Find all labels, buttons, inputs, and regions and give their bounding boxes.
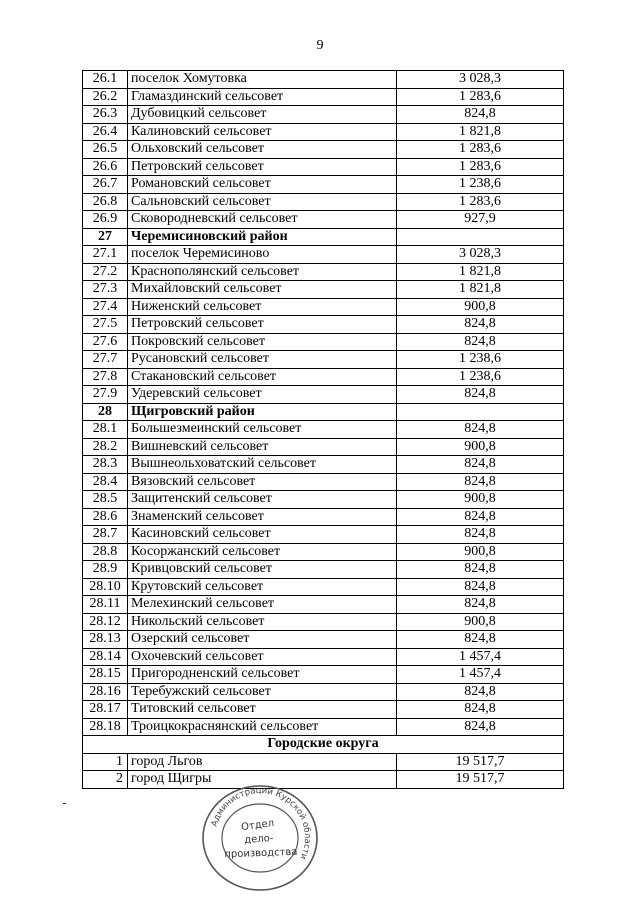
row-number: 28.18 xyxy=(83,718,128,736)
table-row xyxy=(83,176,564,194)
table-row xyxy=(83,683,564,701)
row-name: Вязовский сельсовет xyxy=(128,473,397,491)
official-stamp xyxy=(195,776,325,896)
allocation-table xyxy=(82,70,564,789)
table-row xyxy=(83,666,564,684)
table-row xyxy=(83,211,564,229)
row-value: 824,8 xyxy=(397,508,564,526)
table-row xyxy=(83,596,564,614)
section-header-row xyxy=(83,736,564,754)
row-name: Калиновский сельсовет xyxy=(128,123,397,141)
row-value: 900,8 xyxy=(397,438,564,456)
row-name: Щигровский район xyxy=(128,403,397,421)
row-number: 27.6 xyxy=(83,333,128,351)
row-name: Черемисиновский район xyxy=(128,228,397,246)
row-name: Защитенский сельсовет xyxy=(128,491,397,509)
row-name: Сковородневский сельсовет xyxy=(128,211,397,229)
table-row xyxy=(83,648,564,666)
row-number: 26.6 xyxy=(83,158,128,176)
row-value: 1 238,6 xyxy=(397,176,564,194)
row-name: Теребужский сельсовет xyxy=(128,683,397,701)
stamp-center-line: Отдел xyxy=(240,817,275,834)
table-row xyxy=(83,473,564,491)
table-row xyxy=(83,613,564,631)
row-name: Романовский сельсовет xyxy=(128,176,397,194)
row-name: Петровский сельсовет xyxy=(128,158,397,176)
row-value: 900,8 xyxy=(397,491,564,509)
district-header-row xyxy=(83,403,564,421)
section-title: Городские округа xyxy=(83,736,564,754)
row-name: Удеревский сельсовет xyxy=(128,386,397,404)
row-number: 27.7 xyxy=(83,351,128,369)
row-value: 824,8 xyxy=(397,561,564,579)
row-value: 900,8 xyxy=(397,613,564,631)
row-name: Ниженский сельсовет xyxy=(128,298,397,316)
row-number: 28.17 xyxy=(83,701,128,719)
row-value xyxy=(397,228,564,246)
row-value: 19 517,7 xyxy=(397,771,564,789)
row-value: 1 821,8 xyxy=(397,263,564,281)
table-row xyxy=(83,351,564,369)
district-header-row xyxy=(83,228,564,246)
row-name: Троицкокраснянский сельсовет xyxy=(128,718,397,736)
row-number: 1 xyxy=(83,753,128,771)
row-name: Краснополянский сельсовет xyxy=(128,263,397,281)
table-row xyxy=(83,561,564,579)
row-name: поселок Черемисиново xyxy=(128,246,397,264)
table-row xyxy=(83,141,564,159)
row-number: 28.10 xyxy=(83,578,128,596)
table-row xyxy=(83,508,564,526)
table-row xyxy=(83,281,564,299)
row-number: 28.15 xyxy=(83,666,128,684)
row-number: 28.4 xyxy=(83,473,128,491)
row-number: 28.12 xyxy=(83,613,128,631)
row-name: Мелехинский сельсовет xyxy=(128,596,397,614)
row-value: 3 028,3 xyxy=(397,71,564,89)
row-value: 1 283,6 xyxy=(397,141,564,159)
row-value: 19 517,7 xyxy=(397,753,564,771)
row-number: 27.3 xyxy=(83,281,128,299)
row-name: Покровский сельсовет xyxy=(128,333,397,351)
row-number: 28 xyxy=(83,403,128,421)
row-number: 26.8 xyxy=(83,193,128,211)
row-value: 824,8 xyxy=(397,683,564,701)
table-row xyxy=(83,246,564,264)
row-number: 26.7 xyxy=(83,176,128,194)
table-row xyxy=(83,438,564,456)
row-value: 1 821,8 xyxy=(397,281,564,299)
row-name: Русановский сельсовет xyxy=(128,351,397,369)
row-number: 28.14 xyxy=(83,648,128,666)
row-value: 824,8 xyxy=(397,456,564,474)
row-name: Озерский сельсовет xyxy=(128,631,397,649)
city-row xyxy=(83,753,564,771)
table-row xyxy=(83,316,564,334)
row-value: 824,8 xyxy=(397,386,564,404)
row-value: 1 238,6 xyxy=(397,368,564,386)
row-name: Крутовский сельсовет xyxy=(128,578,397,596)
row-value: 824,8 xyxy=(397,631,564,649)
table-row xyxy=(83,578,564,596)
row-number: 27.4 xyxy=(83,298,128,316)
table-row xyxy=(83,158,564,176)
stamp-ring-text: Администрации Курской области xyxy=(209,785,313,861)
row-number: 27.1 xyxy=(83,246,128,264)
row-number: 28.13 xyxy=(83,631,128,649)
row-number: 28.6 xyxy=(83,508,128,526)
row-name: Пригородненский сельсовет xyxy=(128,666,397,684)
row-number: 26.1 xyxy=(83,71,128,89)
table-row xyxy=(83,543,564,561)
row-name: Титовский сельсовет xyxy=(128,701,397,719)
row-value: 824,8 xyxy=(397,578,564,596)
row-value: 824,8 xyxy=(397,596,564,614)
row-name: Охочевский сельсовет xyxy=(128,648,397,666)
row-value: 824,8 xyxy=(397,106,564,124)
row-name: Большезмеинский сельсовет xyxy=(128,421,397,439)
row-value: 824,8 xyxy=(397,701,564,719)
row-name: Никольский сельсовет xyxy=(128,613,397,631)
table-row xyxy=(83,421,564,439)
table-row xyxy=(83,106,564,124)
row-value: 1 283,6 xyxy=(397,158,564,176)
row-value: 927,9 xyxy=(397,211,564,229)
stamp-center-line: дело- xyxy=(243,833,274,847)
table-row xyxy=(83,701,564,719)
row-number: 26.2 xyxy=(83,88,128,106)
row-name: Петровский сельсовет xyxy=(128,316,397,334)
row-number: 28.1 xyxy=(83,421,128,439)
row-value: 824,8 xyxy=(397,526,564,544)
row-name: Вишневский сельсовет xyxy=(128,438,397,456)
row-number: 28.2 xyxy=(83,438,128,456)
row-number: 26.9 xyxy=(83,211,128,229)
row-value: 824,8 xyxy=(397,333,564,351)
row-value: 3 028,3 xyxy=(397,246,564,264)
row-value xyxy=(397,403,564,421)
row-name: Сальновский сельсовет xyxy=(128,193,397,211)
table-row xyxy=(83,263,564,281)
row-value: 1 457,4 xyxy=(397,666,564,684)
row-number: 26.3 xyxy=(83,106,128,124)
row-value: 1 238,6 xyxy=(397,351,564,369)
row-number: 26.4 xyxy=(83,123,128,141)
table-row xyxy=(83,71,564,89)
row-number: 27.2 xyxy=(83,263,128,281)
row-number: 26.5 xyxy=(83,141,128,159)
row-number: 28.3 xyxy=(83,456,128,474)
row-number: 27.5 xyxy=(83,316,128,334)
row-name: Гламаздинский сельсовет xyxy=(128,88,397,106)
table-row xyxy=(83,718,564,736)
page-number: 9 xyxy=(316,38,324,53)
row-number: 2 xyxy=(83,771,128,789)
table-row xyxy=(83,631,564,649)
table-row xyxy=(83,526,564,544)
row-value: 824,8 xyxy=(397,718,564,736)
row-value: 1 457,4 xyxy=(397,648,564,666)
row-name: Вышнеольховатский сельсовет xyxy=(128,456,397,474)
row-number: 28.9 xyxy=(83,561,128,579)
table-row xyxy=(83,386,564,404)
row-value: 824,8 xyxy=(397,473,564,491)
row-value: 900,8 xyxy=(397,298,564,316)
row-name: Стакановский сельсовет xyxy=(128,368,397,386)
row-number: 27.8 xyxy=(83,368,128,386)
row-value: 824,8 xyxy=(397,421,564,439)
row-number: 28.5 xyxy=(83,491,128,509)
row-name: Касиновский сельсовет xyxy=(128,526,397,544)
row-number: 28.8 xyxy=(83,543,128,561)
row-name: Михайловский сельсовет xyxy=(128,281,397,299)
table-row xyxy=(83,123,564,141)
row-name: город Льгов xyxy=(128,753,397,771)
table-row xyxy=(83,333,564,351)
row-number: 28.7 xyxy=(83,526,128,544)
margin-mark xyxy=(63,803,66,804)
table-row xyxy=(83,298,564,316)
table-body xyxy=(83,71,564,789)
row-value: 1 283,6 xyxy=(397,88,564,106)
row-name: Кривцовский сельсовет xyxy=(128,561,397,579)
row-number: 28.11 xyxy=(83,596,128,614)
table-row xyxy=(83,193,564,211)
row-value: 1 821,8 xyxy=(397,123,564,141)
table-row xyxy=(83,368,564,386)
row-number: 27.9 xyxy=(83,386,128,404)
table-row xyxy=(83,456,564,474)
row-number: 28.16 xyxy=(83,683,128,701)
row-number: 27 xyxy=(83,228,128,246)
row-value: 900,8 xyxy=(397,543,564,561)
row-value: 1 283,6 xyxy=(397,193,564,211)
row-name: поселок Хомутовка xyxy=(128,71,397,89)
row-name: Знаменский сельсовет xyxy=(128,508,397,526)
row-name: город Щигры xyxy=(128,771,397,789)
table-row xyxy=(83,491,564,509)
row-name: Косоржанский сельсовет xyxy=(128,543,397,561)
row-name: Дубовицкий сельсовет xyxy=(128,106,397,124)
table-row xyxy=(83,88,564,106)
stamp-center-line: производства xyxy=(224,846,298,861)
row-name: Ольховский сельсовет xyxy=(128,141,397,159)
row-value: 824,8 xyxy=(397,316,564,334)
